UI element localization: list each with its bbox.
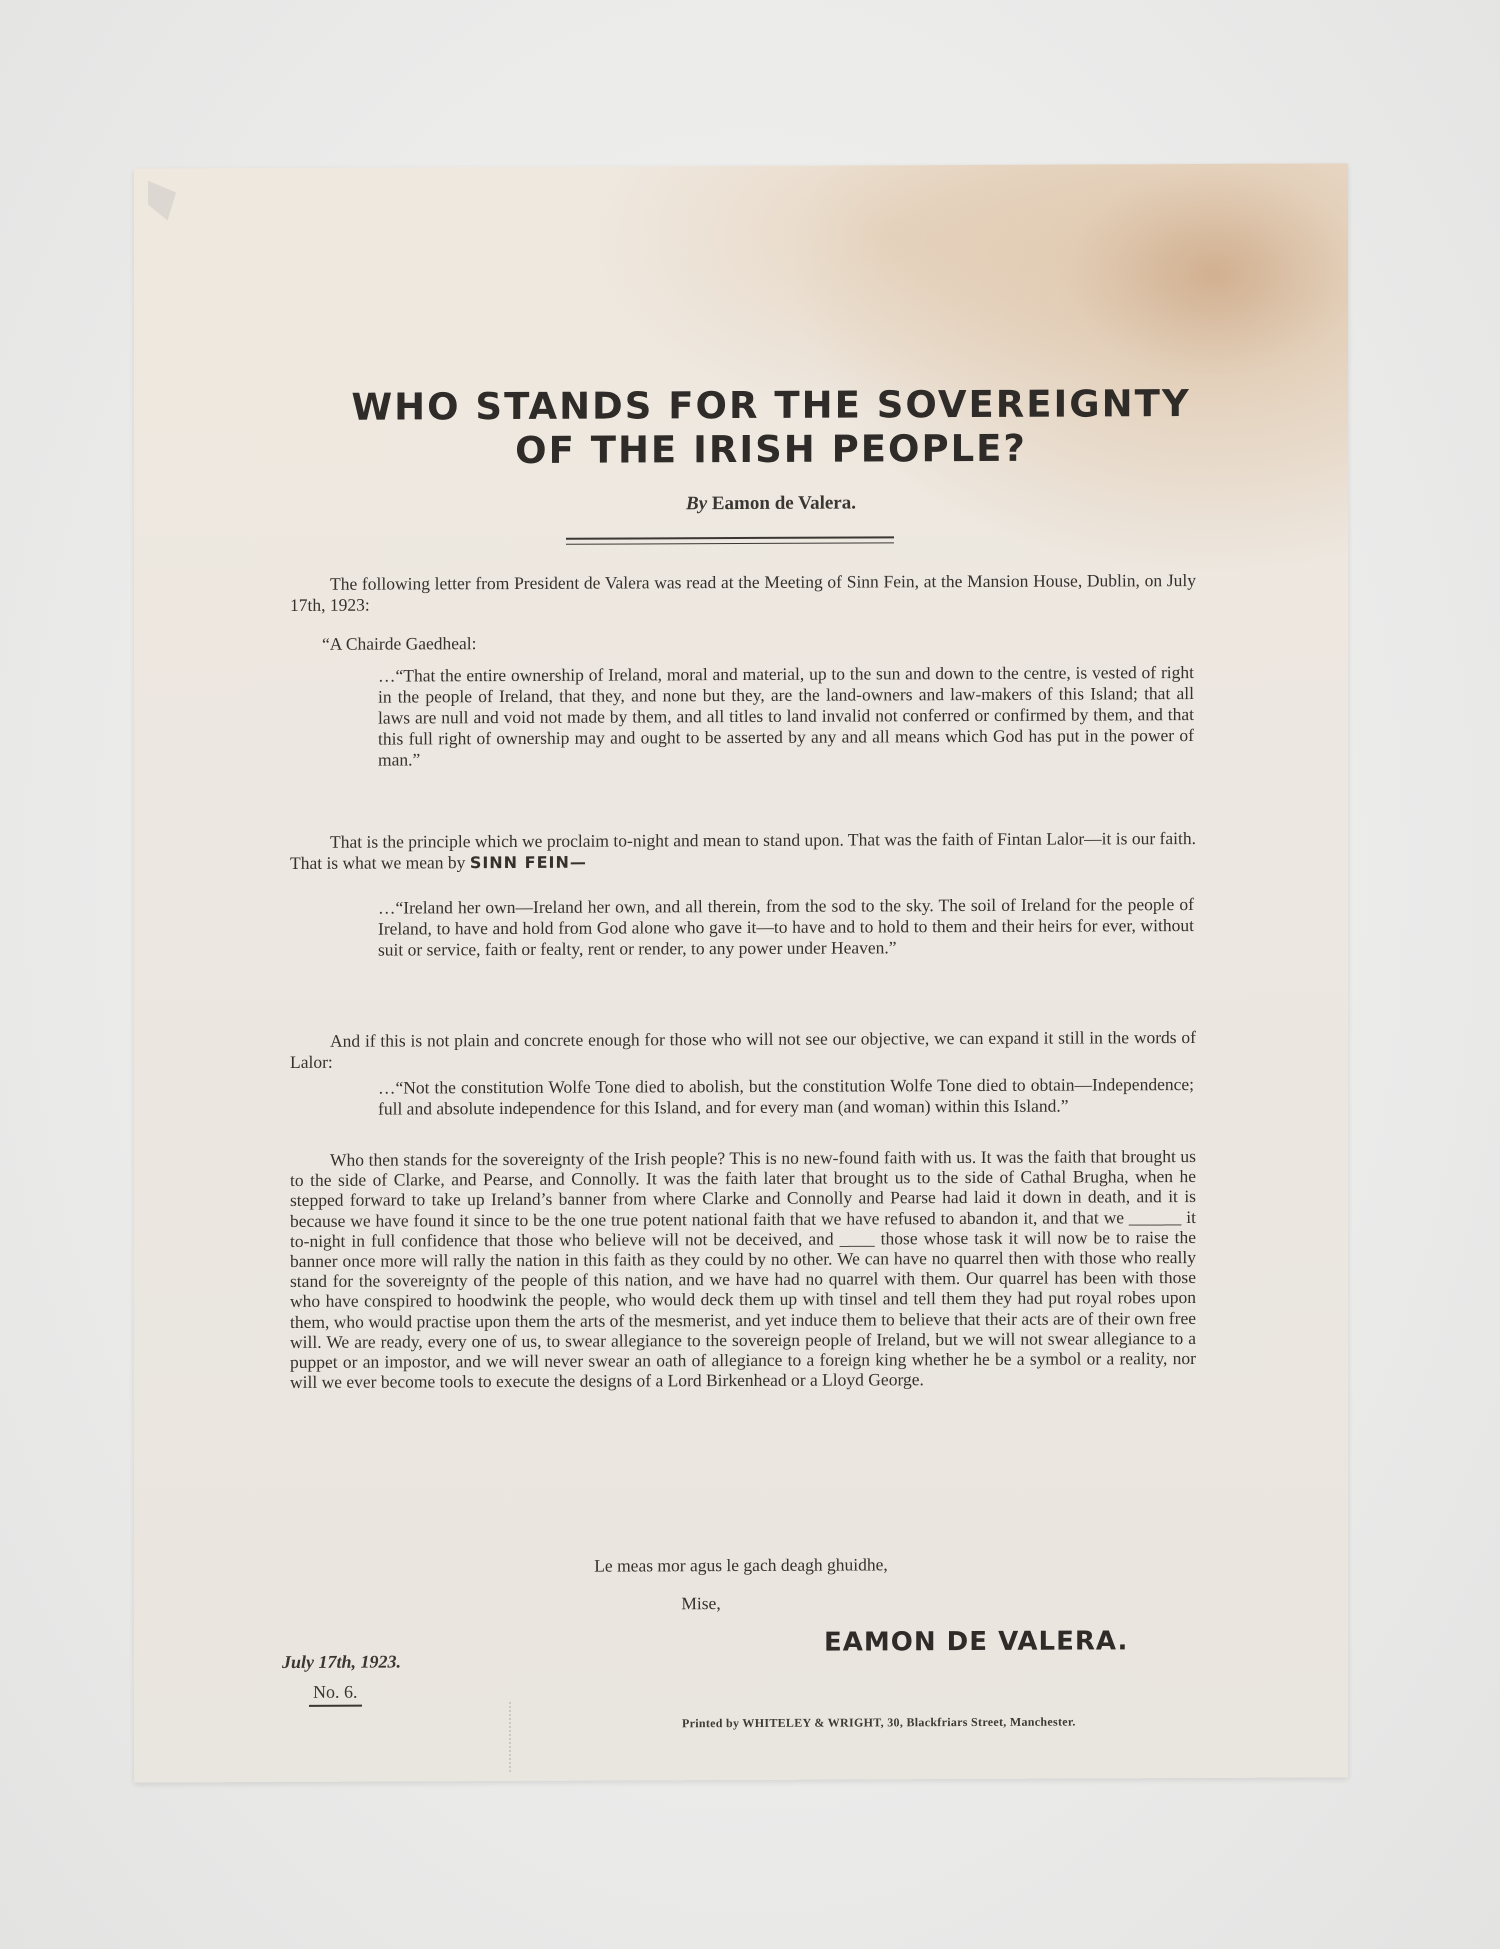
letter-date: July 17th, 1923. [282,1651,402,1673]
signature: EAMON DE VALERA. [824,1626,1129,1658]
sovereignty-paragraph: Who then stands for the sovereignty of the Irish people? This is no new-found faith with us. It was the faith that brought us to the side of Clarke, and Pearse, and Connolly. It was the faith later that brought us to the side of Cathal Brugha, when he stepped forward to take up Ireland’s banner from where Clarke and Connolly and Pearse had laid it down in death, and it is because we have found it since to be the one true potent national faith that we have refused to abandon it, and that we ______ it to-night in full confidence that those who believe will not be deceived, and ____ those whose task it will now be to raise the banner once more will rally the nation in this faith as they could by no other. We can have no quarrel then with those who really stand for the sovereignty of the people of this nation, and we have had no quarrel with them. Our quarrel has been with those who have conspired to hoodwink the people, who would deck them up with tinsel and tell them they had put royal robes upon them, who would practise upon them the arts of the mesmerist, and yet induce them to believe that their acts are of their own free will. We are ready, every one of us, to swear allegiance to the sovereign people of Ireland, but we will not swear allegiance to a puppet or an impostor, and we will never swear an oath of allegiance to a foreign king whether he be a symbol or a reality, nor will we ever become tools to execute the designs of a Lord Birkenhead or a Lloyd George. [290,1146,1196,1393]
expand-paragraph: And if this is not plain and concrete enough for those who will not see our objective, we can expand it still in the words of Lalor: [290,1027,1196,1072]
leaflet-number: No. 6. [309,1682,362,1707]
quote-wolfe-tone: …“Not the constitution Wolfe Tone died to abolish, but the constitution Wolfe Tone died to obtain—Independence; full and absolute independence for this Island, and for every man (and woman) within this Island.” [378,1074,1194,1119]
printer-imprint: Printed by WHITELEY & WRIGHT, 30, Blackfriars Street, Manchester. [682,1714,1076,1731]
byline-prefix: By [686,493,708,515]
closing-mise: Mise, [681,1593,721,1614]
title-line-2: OF THE IRISH PEOPLE? [515,426,1027,472]
principle-text: That is the principle which we proclaim to-night and mean to stand upon. That was the faith of Fintan Lalor—it is our faith. That is what we mean by [290,828,1196,873]
title-line-1: WHO STANDS FOR THE SOVEREIGNTY [351,382,1191,429]
salutation: “A Chairde Gaedheal: [322,633,477,654]
title-divider [566,536,894,539]
paper-crease [509,1702,521,1772]
quote-ireland-her-own: …“Ireland her own—Ireland her own, and all therein, from the sod to the sky. The soil of Ireland for the people of Ireland, to have and hold from God alone who gave it—to have and to hold to them and their heirs for ever, without suit or service, faith or fealty, rent or render, to any power under Heaven.” [378,894,1194,960]
closing-greeting: Le meas mor agus le gach deagh ghuidhe, [594,1554,888,1576]
folded-corner [148,180,176,220]
sinn-fein-emphasis: SINN FEIN— [469,852,587,873]
intro-paragraph: The following letter from President de Valera was read at the Meeting of Sinn Fein, at the Mansion House, Dublin, on July 17th, 1923: [290,570,1196,615]
title-divider-thin [566,542,894,544]
byline [164,490,1378,517]
byline-author: Eamon de Valera. [711,492,856,515]
quote-lalor-ownership: …“That the entire ownership of Ireland, moral and material, up to the sun and down to the centre, is vested of right in the people of Ireland, that they, and none but they, are the land-owners and law-makers of this Island; that all laws are null and void not made by them, and all titles to land invalid not conferred or confirmed by them, and that this full right of ownership may and ought to be asserted by any and all means which God has put in the power of man.” [378,662,1194,770]
leaflet-sheet [134,163,1348,1782]
principle-paragraph [290,828,1196,874]
